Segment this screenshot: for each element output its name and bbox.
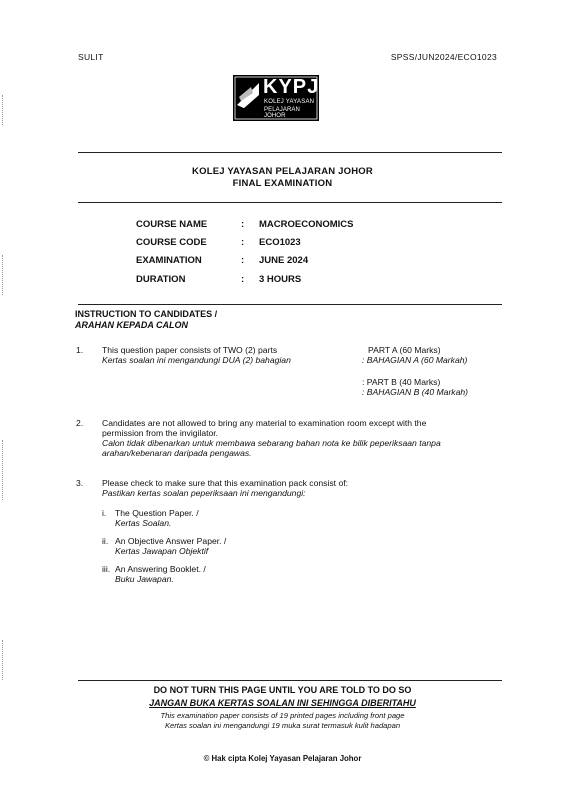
part-a-ms: : BAHAGIAN A (60 Markah) — [362, 355, 468, 365]
header-right: SPSS/JUN2024/ECO1023 — [390, 52, 497, 62]
do-not-turn-notice: DO NOT TURN THIS PAGE UNTIL YOU ARE TOLD TO DO SO — [153, 685, 412, 695]
page-count-note-ms: Kertas soalan ini mengandungi 19 muka surat termasuk kulit hadapan — [164, 721, 401, 730]
item-number: 3. — [76, 478, 84, 488]
info-colon: : — [241, 219, 245, 230]
divider — [78, 152, 502, 153]
item3-text: Please check to make sure that this examination pack consist of: — [102, 478, 349, 488]
instructions-heading-ms: ARAHAN KEPADA CALON — [75, 320, 188, 330]
item2-text-ms: Calon tidak dibenarkan untuk membawa sebarang bahan nota ke bilik peperiksaan tanpa — [102, 438, 441, 448]
logo-line1: KOLEJ YAYASAN — [264, 99, 315, 105]
sub-item-text-ms: Buku Jawapan. — [115, 574, 174, 584]
item2-text: Candidates are not allowed to bring any material to examination room except with the — [102, 418, 427, 428]
do-not-turn-notice-ms: JANGAN BUKA KERTAS SOALAN INI SEHINGGA DIBERITAHU — [149, 698, 416, 708]
item-number: 2. — [76, 418, 84, 428]
sub-item-text-ms: Kertas Soalan. — [115, 518, 172, 528]
info-row — [0, 274, 565, 286]
logo-line2: PELAJARAN JOHOR — [264, 107, 300, 119]
info-colon: : — [241, 255, 245, 266]
sub-item-text: An Answering Booklet. / — [115, 564, 206, 574]
divider — [78, 202, 502, 203]
info-value: JUNE 2024 — [259, 255, 309, 266]
info-label: COURSE CODE — [136, 237, 207, 248]
info-row — [0, 237, 565, 249]
sub-item-text-ms: Kertas Jawapan Objektif — [115, 546, 209, 556]
info-value: 3 HOURS — [259, 274, 302, 285]
scan-mark — [2, 95, 4, 125]
item1-text: This question paper consists of TWO (2) parts — [102, 345, 278, 355]
part-a: PART A (60 Marks) — [368, 345, 441, 355]
sub-item-text: The Question Paper. / — [115, 508, 199, 518]
logo-name: KYPJ — [263, 76, 320, 98]
sub-item-number: i. — [102, 508, 107, 518]
info-row — [0, 255, 565, 267]
item1-text-ms: Kertas soalan ini mengandungi DUA (2) bahagian — [102, 355, 291, 365]
sub-item-number: ii. — [102, 536, 109, 546]
instructions-heading: INSTRUCTION TO CANDIDATES / — [75, 309, 218, 319]
info-colon: : — [241, 237, 245, 248]
sub-item-text: An Objective Answer Paper. / — [115, 536, 227, 546]
item2-text-ms: arahan/kebenaran daripada pengawas. — [102, 448, 252, 458]
scan-mark — [2, 640, 4, 680]
item-number: 1. — [76, 345, 84, 355]
part-b-ms: : BAHAGIAN B (40 Markah) — [362, 387, 469, 397]
scan-mark — [2, 440, 4, 500]
kypj-logo — [233, 75, 319, 121]
header-left: SULIT — [78, 52, 104, 62]
item2-text: permission from the invigilator. — [102, 428, 219, 438]
info-value: MACROECONOMICS — [259, 219, 354, 230]
info-colon: : — [241, 274, 245, 285]
exam-title: FINAL EXAMINATION — [232, 178, 333, 189]
page-count-note: This examination paper consists of 19 printed pages including front page — [160, 711, 405, 720]
info-row — [0, 219, 565, 231]
info-label: COURSE NAME — [136, 219, 208, 230]
part-b: : PART B (40 Marks) — [362, 377, 441, 387]
divider — [78, 680, 502, 681]
divider — [78, 304, 502, 305]
item3-text-ms: Pastikan kertas soalan peperiksaan ini mengandungi: — [102, 488, 306, 498]
sub-item-number: iii. — [102, 564, 111, 574]
college-title: KOLEJ YAYASAN PELAJARAN JOHOR — [192, 166, 373, 177]
info-label: DURATION — [136, 274, 186, 285]
info-label: EXAMINATION — [136, 255, 202, 266]
copyright: © Hak cipta Kolej Yayasan Pelajaran Johor — [203, 754, 362, 763]
info-value: ECO1023 — [259, 237, 301, 248]
